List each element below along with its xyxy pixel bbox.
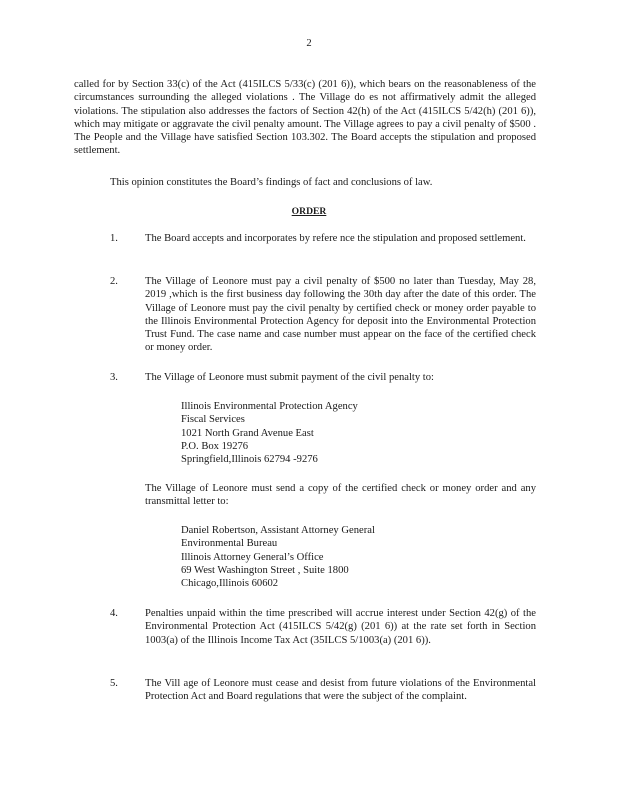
item-text: The Board accepts and incorporates by refere nce the stipulation and proposed settlement. xyxy=(145,233,526,244)
item-text: The Vill age of Leonore must cease and desist from future violations of the Environmental Protection Act and Board regulations that were the subject of the complaint. xyxy=(145,678,536,703)
address-line: Chicago,Illinois 60602 xyxy=(181,578,279,590)
address-line: Illinois Environmental Protection Agency xyxy=(181,401,358,412)
item-number: 4. xyxy=(110,608,118,619)
item-text: The Village of Leonore must submit payment of the civil penalty to: xyxy=(145,372,434,383)
address-line: Fiscal Services xyxy=(181,414,245,426)
item-number: 1. xyxy=(110,233,118,244)
order-heading: ORDER xyxy=(291,206,327,217)
intro-paragraph: called for by Section 33(c) of the Act (415ILCS 5/33(c) (201 6)), which bears on the reasonableness of the circumstances surrounding the alleged violations . The Village do es not affirmatively admit the alleged violations. The stipulation also addresses the factors of Section 42(h) of the Act (415ILCS 5/42(h) (201 6)), which may mitigate or aggravate the civil penalty amount. The Village agrees to pay a civil penalty of $500 . The People and the Village have satisfied Section 103.302. The Board accepts the stipulation and proposed settlement. xyxy=(74,79,536,157)
address-line: 69 West Washington Street , Suite 1800 xyxy=(181,564,349,576)
item-number: 2. xyxy=(110,276,118,287)
item-number: 3. xyxy=(110,372,118,383)
address-line: 1021 North Grand Avenue East xyxy=(181,427,314,439)
conclusion-paragraph: This opinion constitutes the Board’s findings of fact and conclusions of law. xyxy=(110,177,433,188)
address-line: Environmental Bureau xyxy=(181,538,278,550)
payment-address xyxy=(181,400,481,466)
address-line: Illinois Attorney General’s Office xyxy=(181,551,324,563)
page-number: 2 xyxy=(306,38,312,49)
attorney-address xyxy=(181,524,481,590)
item-text: Penalties unpaid within the time prescribed will accrue interest under Section 42(g) of the Environmental Protection Act (415ILCS 5/42(g) (201 6)) at the rate set forth in Section 1003(a) of the Illinois Income Tax Act (35ILCS 5/1003(a) (201 6)). xyxy=(145,608,536,646)
item-number: 5. xyxy=(110,678,118,689)
item-3-copy-instruction: The Village of Leonore must send a copy of the certified check or money order and any transmittal letter to: xyxy=(145,483,536,508)
address-line: Springfield,Illinois 62794 -9276 xyxy=(181,454,318,466)
item-text: The Village of Leonore must pay a civil penalty of $500 no later than Tuesday, May 28, 2019 ,which is the first business day following the 30th day after the date of this order. The Village of Leonore must pay the civil penalty by certified check or money order payable to the Illinois Environmental Protection Agency for deposit into the Environmental Protection Trust Fund. The case name and case number must appear on the face of the certified check or money order. xyxy=(145,276,536,354)
address-line: P.O. Box 19276 xyxy=(181,440,249,452)
address-line: Daniel Robertson, Assistant Attorney General xyxy=(181,525,375,536)
